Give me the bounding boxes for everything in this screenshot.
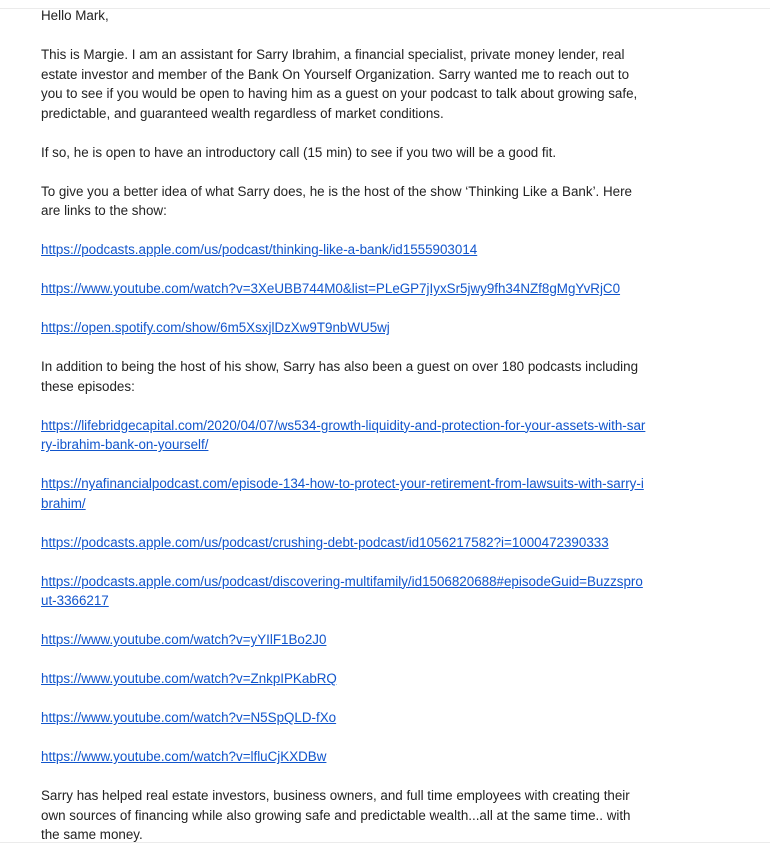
show-link-item (41, 279, 649, 299)
guest-link-item (41, 416, 649, 455)
guest-link-item (41, 533, 649, 553)
guest-link[interactable]: https://podcasts.apple.com/us/podcast/crushing-debt-podcast/id1056217582?i=1000472390333 (41, 534, 609, 550)
guest-link-item (41, 474, 649, 513)
guest-link[interactable]: https://podcasts.apple.com/us/podcast/discovering-multifamily/id1506820688#episodeGuid=Buzzsprout-3366217 (41, 573, 643, 608)
email-greeting: Hello Mark, (41, 8, 109, 23)
show-link-item (41, 318, 649, 338)
guest-link[interactable]: https://www.youtube.com/watch?v=yYIlF1Bo2J0 (41, 632, 327, 647)
guest-link[interactable]: https://www.youtube.com/watch?v=ZnkpIPKabRQ (41, 671, 337, 686)
email-call-offer-paragraph: If so, he is open to have an introductory call (15 min) to see if you two will be a good fit. (41, 144, 557, 160)
email-body (41, 6, 649, 845)
email-show-intro-paragraph: To give you a better idea of what Sarry does, he is the host of the show ‘Thinking Like a Bank’. Here are links to the show: (41, 183, 633, 218)
show-link-item (41, 240, 649, 260)
guest-link[interactable]: https://www.youtube.com/watch?v=N5SpQLD-fXo (41, 710, 337, 725)
guest-link-item (41, 669, 649, 689)
guest-link-item (41, 747, 649, 767)
bottom-divider (0, 842, 770, 843)
guest-link[interactable]: https://nyafinancialpodcast.com/episode-134-how-to-protect-your-retirement-from-lawsuits-with-sarry-ibrahim/ (41, 476, 644, 511)
show-link[interactable]: https://www.youtube.com/watch?v=3XeUBB744M0&list=PLeGP7jIyxSr5jwy9fh34NZf8gMgYvRjC0 (41, 281, 621, 296)
show-link[interactable]: https://open.spotify.com/show/6m5XsxjlDzXw9T9nbWU5wj (41, 320, 390, 335)
guest-link[interactable]: https://lifebridgecapital.com/2020/04/07/ws534-growth-liquidity-and-protection-for-your-assets-with-sarry-ibrahim-bank-on-yourself/ (41, 417, 646, 452)
guest-link[interactable]: https://www.youtube.com/watch?v=lfluCjKXDBw (41, 749, 327, 764)
guest-link-item (41, 708, 649, 728)
guest-link-item (41, 572, 649, 611)
email-guest-intro-paragraph: In addition to being the host of his show, Sarry has also been a guest on over 180 podcasts including these episodes: (41, 359, 639, 394)
email-intro-paragraph: This is Margie. I am an assistant for Sarry Ibrahim, a financial specialist, private money lender, real estate investor and member of the Bank On Yourself Organization. Sarry wanted me to reach out to you to see if you would be open to having him as a guest on your podcast to talk about growing safe, predictable, and guaranteed wealth regardless of market conditions. (41, 47, 638, 121)
show-link[interactable]: https://podcasts.apple.com/us/podcast/thinking-like-a-bank/id1555903014 (41, 242, 478, 257)
email-closing-paragraph: Sarry has helped real estate investors, business owners, and full time employees with creating their own sources of financing while also growing safe and predictable wealth...all at the same time.. with the same money. (41, 788, 631, 842)
guest-link-item (41, 630, 649, 650)
